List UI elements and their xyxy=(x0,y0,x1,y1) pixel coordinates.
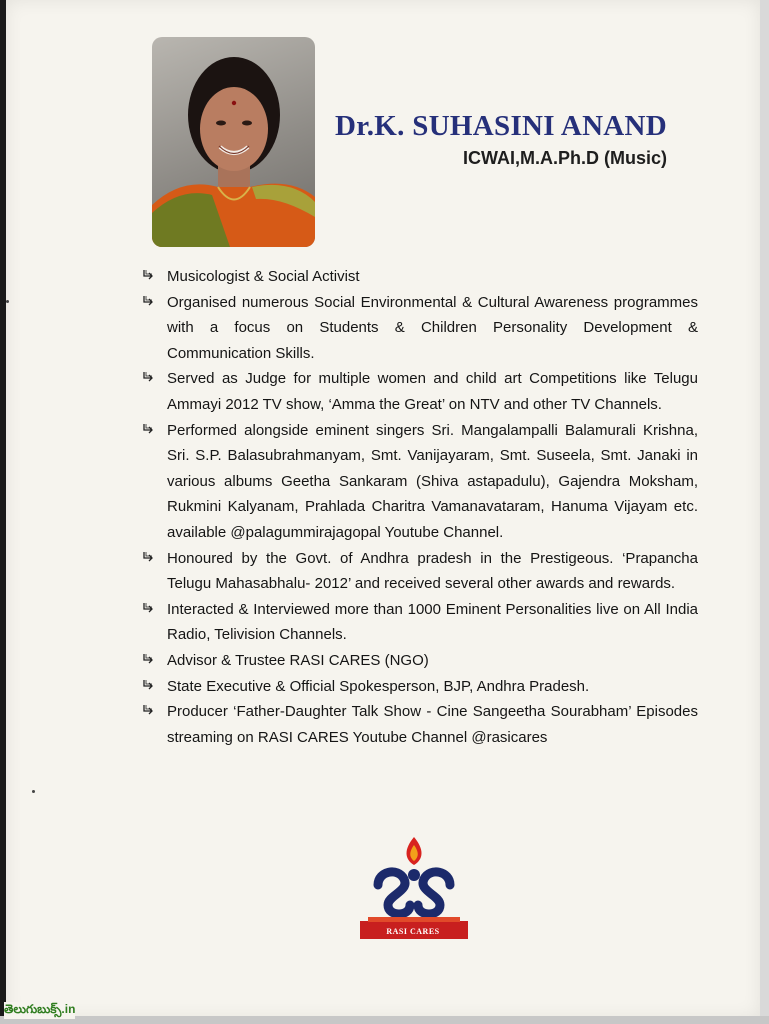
bio-item-text: Advisor & Trustee RASI CARES (NGO) xyxy=(167,651,429,669)
page-edge xyxy=(0,1016,769,1024)
arrow-bullet-icon xyxy=(142,295,156,309)
bio-item xyxy=(138,290,698,367)
book-back-cover xyxy=(6,0,760,1018)
arrow-bullet-icon xyxy=(142,704,156,718)
author-name: Dr.K. SUHASINI ANAND xyxy=(335,110,668,142)
bio-item xyxy=(138,674,698,700)
portrait-photo xyxy=(152,37,315,247)
author-qualifications: ICWAI,M.A.Ph.D (Music) xyxy=(463,148,667,168)
bio-list xyxy=(138,264,698,750)
logo-caption: RASI CARES xyxy=(386,927,440,936)
bio-item-text: State Executive & Official Spokesperson, BJP, Andhra Pradesh. xyxy=(167,677,590,695)
logo-mark xyxy=(378,872,410,914)
arrow-bullet-icon xyxy=(142,423,156,437)
bio-item xyxy=(138,648,698,674)
bio-item xyxy=(138,597,698,648)
arrow-bullet-icon xyxy=(142,551,156,565)
print-speck xyxy=(6,300,9,303)
arrow-bullet-icon xyxy=(142,679,156,693)
bio-item-text: Producer ‘Father-Daughter Talk Show - Cine Sangeetha Sourabham’ Episodes streaming on RASI CARES Youtube Channel @rasicares xyxy=(167,703,698,746)
bio-item xyxy=(138,366,698,417)
bio-item xyxy=(138,264,698,290)
bio-item-text: Performed alongside eminent singers Sri. Mangalampalli Balamurali Krishna, Sri. S.P. Balasubrahmanyam, Smt. Vanijayaram, Smt. Suseela, Smt. Janaki in various albums Geetha Sankaram (Shiva astapadulu), Gajendra Moksham, Rukmini Kalyanam, Prahlada Charitra Vamanavataram, Hanuma Vijayam etc. available @palagummirajagopal Youtube Channel. xyxy=(167,421,698,541)
bio-item-text: Honoured by the Govt. of Andhra pradesh in the Prestigeous. ‘Prapancha Telugu Mahasabhalu- 2012’ and received several other awards and rewards. xyxy=(167,549,698,593)
bio-item-text: Organised numerous Social Environmental & Cultural Awareness programmes with a focus on Students & Children Personality Development & Communication Skills. xyxy=(167,293,698,362)
print-speck xyxy=(32,790,35,793)
bio-item xyxy=(138,546,698,597)
rasi-cares-logo xyxy=(358,835,470,941)
page-edge xyxy=(760,0,769,1024)
arrow-bullet-icon xyxy=(142,602,156,616)
bio-item-text: Musicologist & Social Activist xyxy=(167,268,360,285)
bio-item-text: Served as Judge for multiple women and child art Competitions like Telugu Ammayi 2012 TV show, ‘Amma the Great’ on NTV and other TV Channels. xyxy=(167,370,698,413)
bio-item xyxy=(138,418,698,546)
arrow-bullet-icon xyxy=(142,269,156,283)
arrow-bullet-icon xyxy=(142,371,156,385)
bio-item-text: Interacted & Interviewed more than 1000 Eminent Personalities live on All India Radio, Telivision Channels. xyxy=(167,600,698,644)
arrow-bullet-icon xyxy=(142,653,156,667)
bio-item xyxy=(138,699,698,750)
site-watermark: తెలుగుబుక్స్.in xyxy=(4,1002,75,1019)
